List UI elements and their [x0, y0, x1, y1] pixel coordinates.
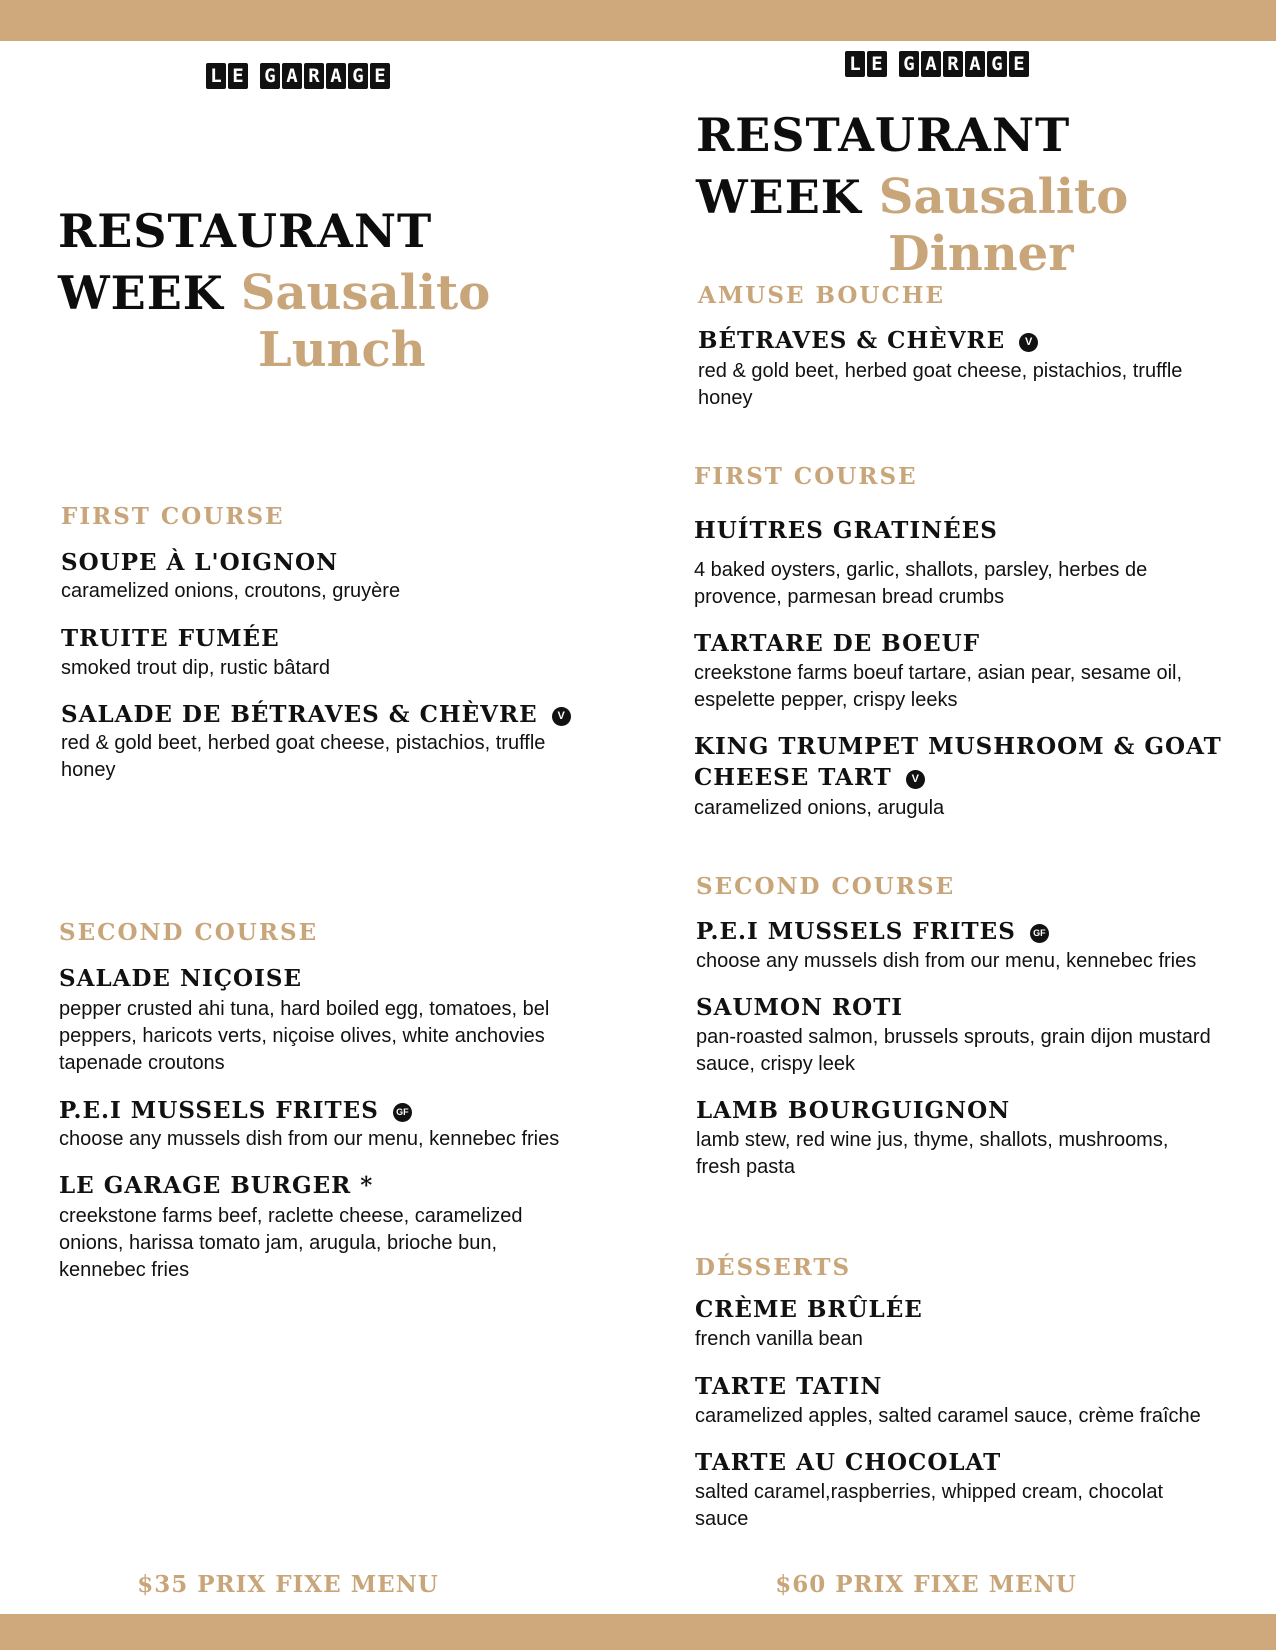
menu-item-desc: pan-roasted salmon, brussels sprouts, grain dijon mustard sauce, crispy leek [696, 1026, 1211, 1075]
menu-item-name: TARTE AU CHOCOLAT [695, 1449, 1002, 1476]
lunch-title-week: WEEK [58, 266, 224, 320]
dinner-title-location: Sausalito [878, 169, 1129, 225]
menu-item-name-row [698, 325, 1038, 356]
menu-item-name-row [696, 916, 1049, 947]
menu-item-name: LAMB BOURGUIGNON [696, 1097, 1011, 1124]
dinner-desserts-heading: DÉSSERTS [695, 1254, 852, 1281]
lunch-title-line1: RESTAURANT [58, 204, 433, 258]
dinner-title-line1: RESTAURANT [696, 108, 1071, 162]
gluten-free-badge-icon: GF [393, 1103, 412, 1122]
menu-item-desc: salted caramel,raspberries, whipped cream, chocolat sauce [695, 1481, 1163, 1530]
menu-item-name: P.E.I MUSSELS FRITES [59, 1097, 379, 1124]
menu-item-desc: red & gold beet, herbed goat cheese, pistachios, truffle honey [698, 360, 1183, 409]
menu-item-desc: creekstone farms beef, raclette cheese, caramelized onions, harissa tomato jam, arugula, brioche bun, kennebec fries [59, 1205, 523, 1281]
menu-item-desc: caramelized apples, salted caramel sauce, crème fraîche [695, 1405, 1201, 1427]
menu-item-name: TARTARE DE BOEUF [694, 630, 981, 657]
menu-item-name: TARTE TATIN [695, 1373, 883, 1400]
menu-item-name: SALADE DE BÉTRAVES & CHÈVRE [61, 701, 538, 728]
logo-dinner: L E G A R A G E [845, 51, 1029, 77]
menu-item-name: SALADE NIÇOISE [59, 965, 302, 992]
menu-item-name: BÉTRAVES & CHÈVRE [698, 327, 1006, 354]
dinner-second-course-heading: SECOND COURSE [696, 873, 956, 900]
dinner-title-meal: Dinner [888, 226, 1074, 282]
vegetarian-badge-icon: V [552, 707, 571, 726]
menu-item-desc: creekstone farms boeuf tartare, asian pear, sesame oil, espelette pepper, crispy leeks [694, 662, 1183, 711]
dinner-price: $60 PRIX FIXE MENU [775, 1571, 1077, 1598]
menu-item-name-row [61, 699, 571, 730]
menu-item-name: TRUITE FUMÉE [61, 625, 280, 652]
menu-item-desc: 4 baked oysters, garlic, shallots, parsley, herbes de provence, parmesan bread crumbs [694, 559, 1148, 608]
lunch-first-course-heading: FIRST COURSE [61, 503, 285, 530]
gluten-free-badge-icon: GF [1030, 924, 1049, 943]
menu-item-desc: smoked trout dip, rustic bâtard [61, 657, 331, 679]
lunch-title-meal: Lunch [258, 322, 426, 378]
menu-item-desc: lamb stew, red wine jus, thyme, shallots, mushrooms, fresh pasta [696, 1129, 1169, 1178]
menu-item-name-row [59, 1095, 412, 1126]
menu-item-name: SOUPE À L'OIGNON [61, 549, 339, 576]
menu-item-desc: choose any mussels dish from our menu, kennebec fries [696, 950, 1197, 972]
menu-item-name: CRÈME BRÛLÉE [695, 1296, 923, 1323]
top-band [0, 0, 1276, 41]
menu-item-name-row [694, 762, 925, 793]
menu-item-name: KING TRUMPET MUSHROOM & GOAT [694, 733, 1222, 760]
menu-item-desc: choose any mussels dish from our menu, kennebec fries [59, 1128, 560, 1150]
menu-item-desc: caramelized onions, arugula [694, 797, 945, 819]
lunch-title-location: Sausalito [240, 265, 491, 321]
dinner-title-week: WEEK [696, 170, 862, 224]
lunch-second-course-heading: SECOND COURSE [59, 919, 319, 946]
menu-item-name: LE GARAGE BURGER * [59, 1172, 374, 1199]
menu-item-name: SAUMON ROTI [696, 994, 904, 1021]
dinner-amuse-bouche-heading: AMUSE BOUCHE [698, 282, 946, 309]
vegetarian-badge-icon: V [1019, 333, 1038, 352]
menu-item-name: CHEESE TART [694, 764, 892, 791]
menu-item-desc: pepper crusted ahi tuna, hard boiled egg, tomatoes, bel peppers, haricots verts, niçoise olives, white anchovies tapenade croutons [59, 998, 550, 1074]
menu-item-desc: red & gold beet, herbed goat cheese, pistachios, truffle honey [61, 732, 546, 781]
menu-item-name: HUÍTRES GRATINÉES [694, 517, 998, 544]
dinner-title [696, 104, 1128, 280]
menu-item-name: P.E.I MUSSELS FRITES [696, 918, 1016, 945]
lunch-price: $35 PRIX FIXE MENU [137, 1571, 439, 1598]
vegetarian-badge-icon: V [906, 770, 925, 789]
lunch-title [58, 200, 490, 376]
menu-item-desc: caramelized onions, croutons, gruyère [61, 580, 401, 602]
menu-item-desc: french vanilla bean [695, 1328, 863, 1350]
dinner-first-course-heading: FIRST COURSE [694, 463, 918, 490]
bottom-band [0, 1614, 1276, 1650]
logo-lunch: L E G A R A G E [206, 63, 390, 89]
